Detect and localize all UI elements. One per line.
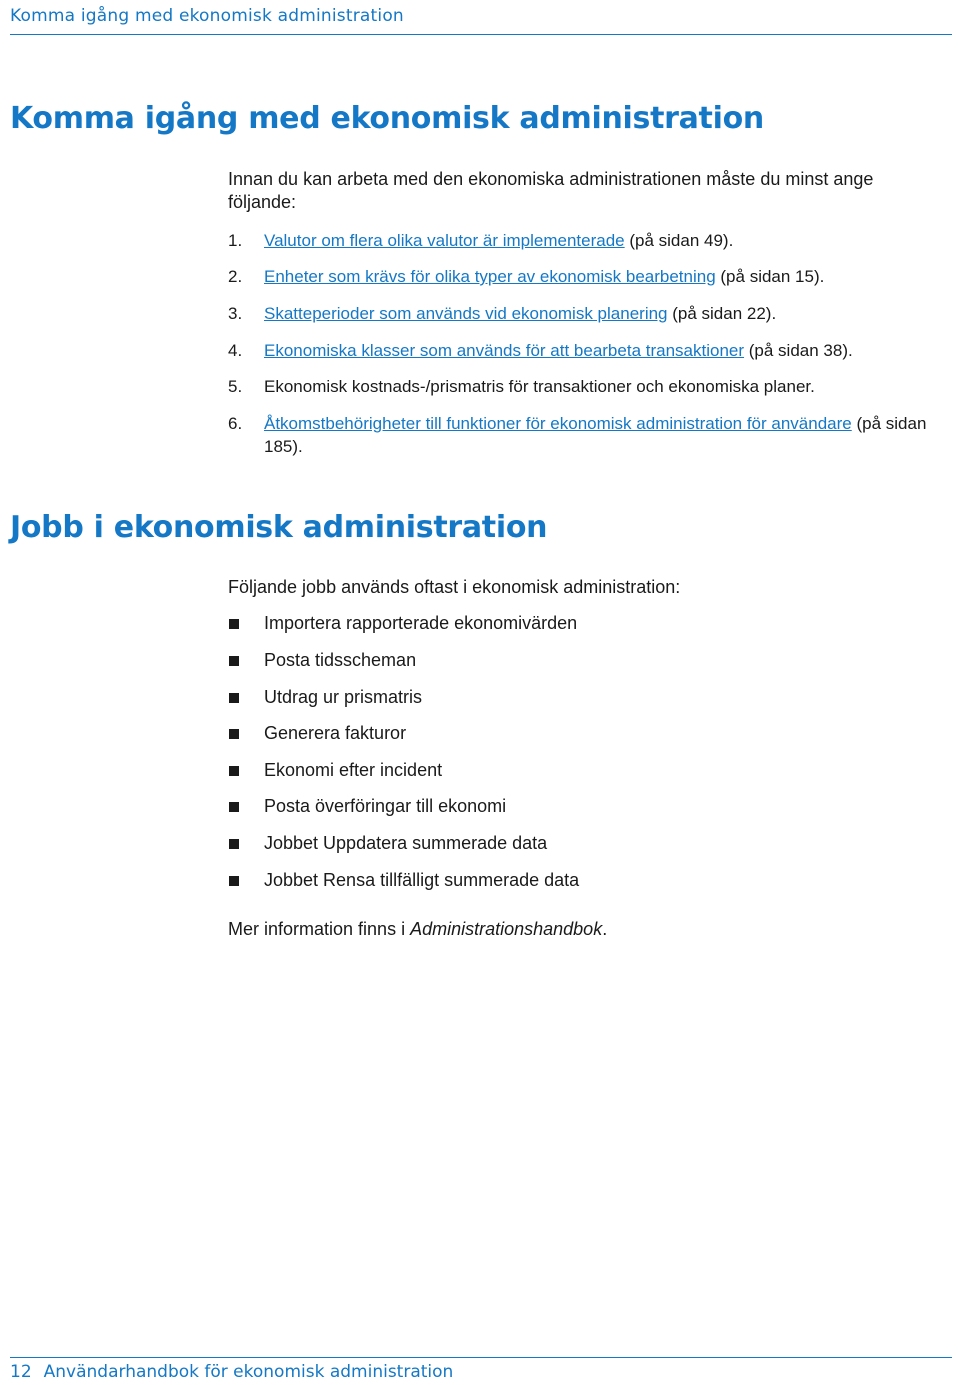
bullet-item: Ekonomi efter incident — [228, 759, 918, 782]
item-number: 3. — [228, 304, 243, 323]
item-text: Ekonomisk kostnads-/prismatris för transaktioner och ekonomiska planer. — [264, 377, 815, 396]
bullet-item: Importera rapporterade ekonomivärden — [228, 612, 918, 635]
page-ref: (på sidan 185). — [264, 414, 927, 456]
numbered-item-3 — [228, 302, 933, 325]
more-info-paragraph: Mer information finns i Administrationshandbok. — [228, 919, 608, 939]
bullet-item: Jobbet Rensa tillfälligt summerade data — [228, 869, 918, 892]
link-financial-classes[interactable]: Ekonomiska klasser som används för att bearbeta transaktioner — [264, 341, 745, 360]
square-bullet-icon — [229, 766, 239, 776]
link-tax-periods[interactable]: Skatteperioder som används vid ekonomisk planering — [264, 304, 668, 323]
square-bullet-icon — [229, 656, 239, 666]
numbered-item-1 — [228, 229, 933, 252]
item-number: 4. — [228, 341, 243, 360]
square-bullet-icon — [229, 802, 239, 812]
link-units[interactable]: Enheter som krävs för olika typer av ekonomisk bearbetning — [264, 267, 716, 286]
intro-paragraph: Innan du kan arbeta med den ekonomiska administrationen måste du minst ange följande: — [228, 169, 874, 212]
square-bullet-icon — [229, 693, 239, 703]
page-ref: (på sidan 38). — [744, 341, 853, 360]
item-number: 5. — [228, 377, 243, 396]
page-ref: (på sidan 49). — [624, 231, 734, 250]
page-ref: (på sidan 15). — [715, 267, 825, 286]
square-bullet-icon — [229, 839, 239, 849]
numbered-item-6 — [228, 412, 933, 458]
link-currencies[interactable]: Valutor om flera olika valutor är implementerade — [264, 231, 625, 250]
footer-divider — [10, 1357, 952, 1358]
bullet-item: Generera fakturor — [228, 722, 918, 745]
handbook-reference: Administrationshandbok — [410, 919, 603, 939]
section-heading-jobs: Jobb i ekonomisk administration — [10, 510, 548, 545]
bullet-item: Posta tidsscheman — [228, 649, 918, 672]
square-bullet-icon — [229, 729, 239, 739]
item-number: 1. — [228, 231, 243, 250]
running-header: Komma igång med ekonomisk administration — [10, 6, 404, 26]
link-access-rights[interactable]: Åtkomstbehörigheter till funktioner för ekonomisk administration för användare — [264, 414, 852, 433]
header-divider — [10, 34, 952, 35]
numbered-item-5 — [228, 375, 933, 398]
bullet-item: Jobbet Uppdatera summerade data — [228, 832, 918, 855]
page-ref: (på sidan 22). — [667, 304, 777, 323]
numbered-item-2 — [228, 265, 933, 288]
page-footer — [10, 1362, 453, 1382]
page-number: 12 — [10, 1362, 32, 1382]
square-bullet-icon — [229, 876, 239, 886]
numbered-item-4 — [228, 339, 933, 362]
section-heading-getting-started: Komma igång med ekonomisk administration — [10, 101, 764, 136]
bullet-item: Utdrag ur prismatris — [228, 686, 918, 709]
jobs-intro-paragraph: Följande jobb används oftast i ekonomisk administration: — [228, 577, 681, 597]
footer-book-title: Användarhandbok för ekonomisk administration — [43, 1362, 454, 1382]
bullet-item: Posta överföringar till ekonomi — [228, 795, 918, 818]
item-number: 6. — [228, 414, 243, 433]
square-bullet-icon — [229, 619, 239, 629]
item-number: 2. — [228, 267, 243, 286]
